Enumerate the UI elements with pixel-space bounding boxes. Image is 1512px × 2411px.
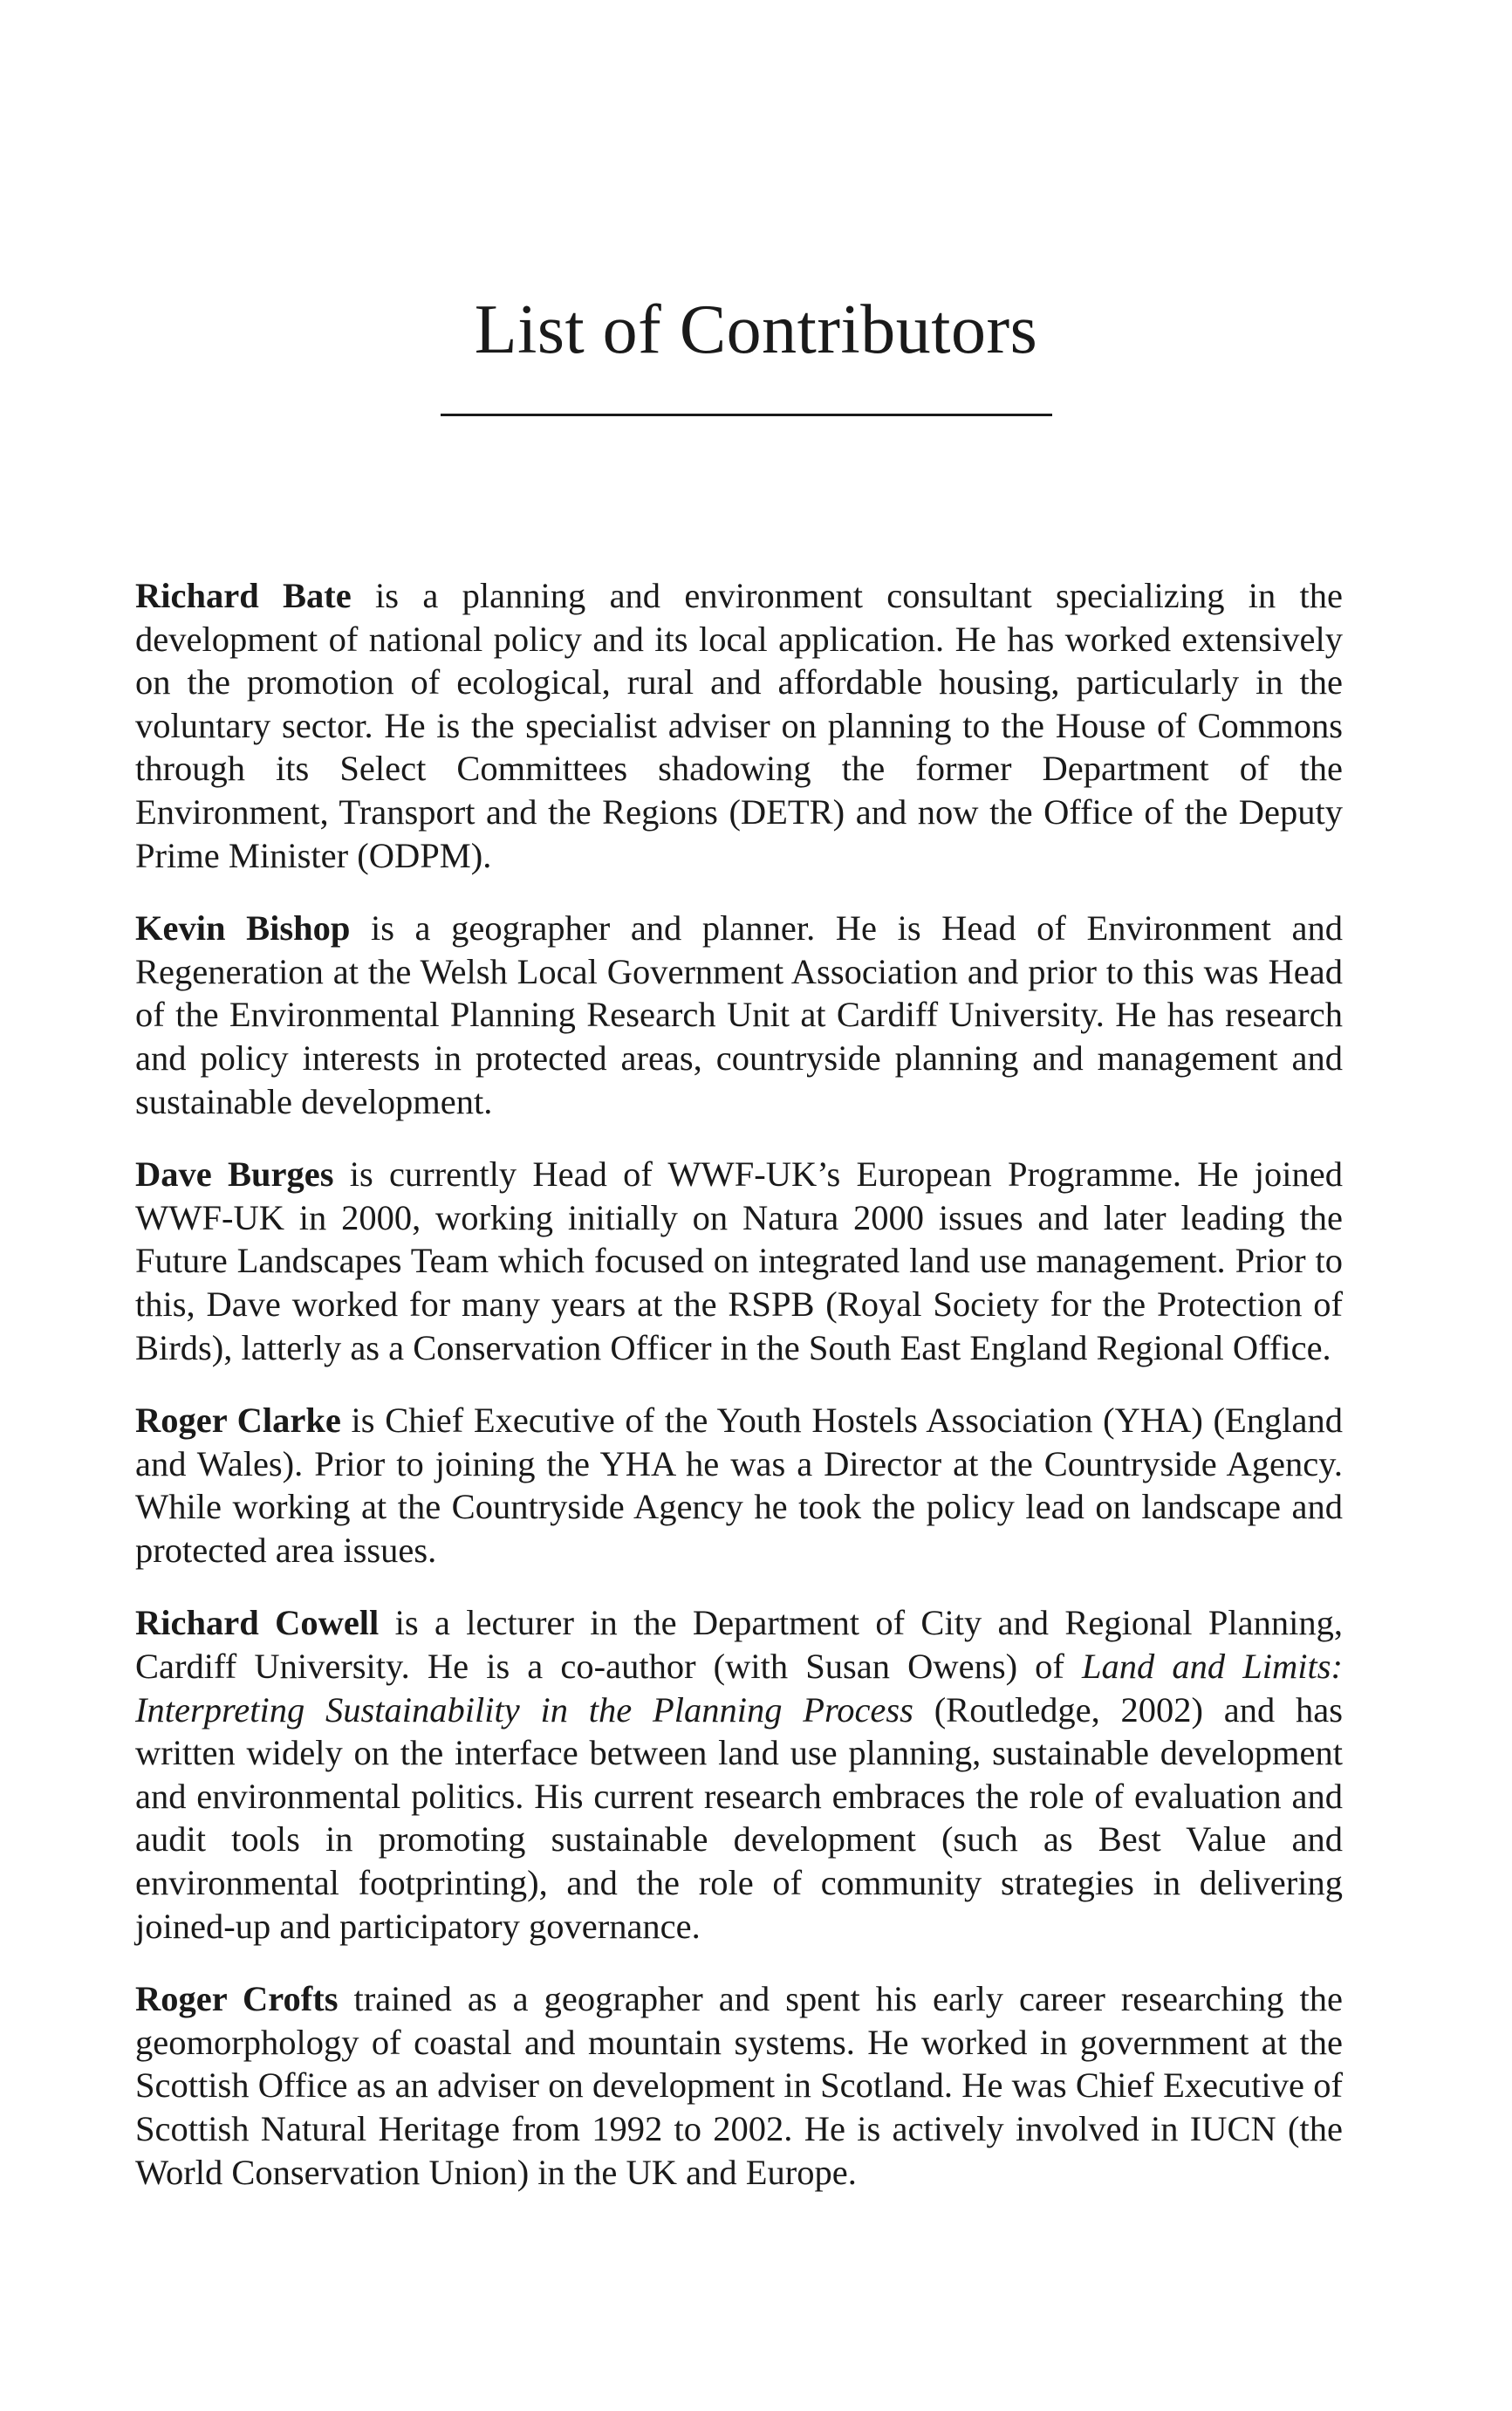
contributor-bio-continued: (Routledge, 2002) and has written widely on the interface between land use planning, sustainable development and environmental politics. His current research embraces the role of evaluation and audit tools in promoting sustainable development (such as Best Value and environmental footprinting), and the role of community strategies in delivering joined-up and participatory governance.	[135, 1689, 1343, 1946]
contributor-name: Kevin Bishop	[135, 908, 351, 949]
contributor-entry	[135, 574, 1343, 877]
contributor-name: Richard Bate	[135, 576, 352, 615]
contributor-entry	[135, 1977, 1343, 2194]
contributor-entry	[135, 1153, 1343, 1369]
contributor-name: Roger Crofts	[135, 1979, 339, 2019]
book-title: Land and Limits: Interpreting Sustainability in the Planning Process	[135, 1647, 1343, 1729]
contributor-entry	[135, 907, 1343, 1123]
contributor-name: Richard Cowell	[135, 1603, 380, 1643]
contributor-list	[135, 574, 1343, 2223]
page-title: List of Contributors	[474, 291, 1038, 368]
contributor-bio: trained as a geographer and spent his early career researching the geomorphology of coastal and mountain systems. He worked in government at the Scottish Office as an adviser on development in Scotland. He was Chief Executive of Scottish Natural Heritage from 1992 to 2002. He is actively involved in IUCN (the World Conservation Union) in the UK and Europe.	[135, 1979, 1343, 2192]
contributor-bio: is a lecturer in the Department of City and Regional Planning, Cardiff University. He is a co-author (with Susan Owens) of	[135, 1603, 1344, 1687]
contributor-entry	[135, 1601, 1343, 1948]
contributor-bio: is a geographer and planner. He is Head of Environment and Regeneration at the Welsh Local Government Association and prior to this was Head of the Environmental Planning Research Unit at Cardiff University. He has research and policy interests in protected areas, countryside planning and management and sustainable development.	[135, 908, 1343, 1121]
contributor-bio: is currently Head of WWF-UK’s European Programme. He joined WWF-UK in 2000, working initially on Natura 2000 issues and later leading the Future Landscapes Team which focused on integrated land use management. Prior to this, Dave worked for many years at the RSPB (Royal Society for the Protection of Birds), latterly as a Conservation Officer in the South East England Regional Office.	[135, 1154, 1343, 1367]
contributor-bio: is a planning and environment consultant specializing in the development of national policy and its local application. He has worked extensively on the promotion of ecological, rural and affordable housing, particularly in the voluntary sector. He is the specialist adviser on planning to the House of Commons through its Select Committees shadowing the former Department of the Environment, Transport and the Regions (DETR) and now the Office of the Deputy Prime Minister (ODPM).	[135, 576, 1344, 875]
contributor-entry	[135, 1399, 1343, 1572]
contributor-bio: is Chief Executive of the Youth Hostels Association (YHA) (England and Wales). Prior to joining the YHA he was a Director at the Countryside Agency. While working at the Countryside Agency he took the policy lead on landscape and protected area issues.	[135, 1401, 1343, 1570]
contributor-name: Roger Clarke	[135, 1401, 341, 1441]
contributor-name: Dave Burges	[135, 1154, 334, 1195]
title-rule	[441, 414, 1052, 416]
